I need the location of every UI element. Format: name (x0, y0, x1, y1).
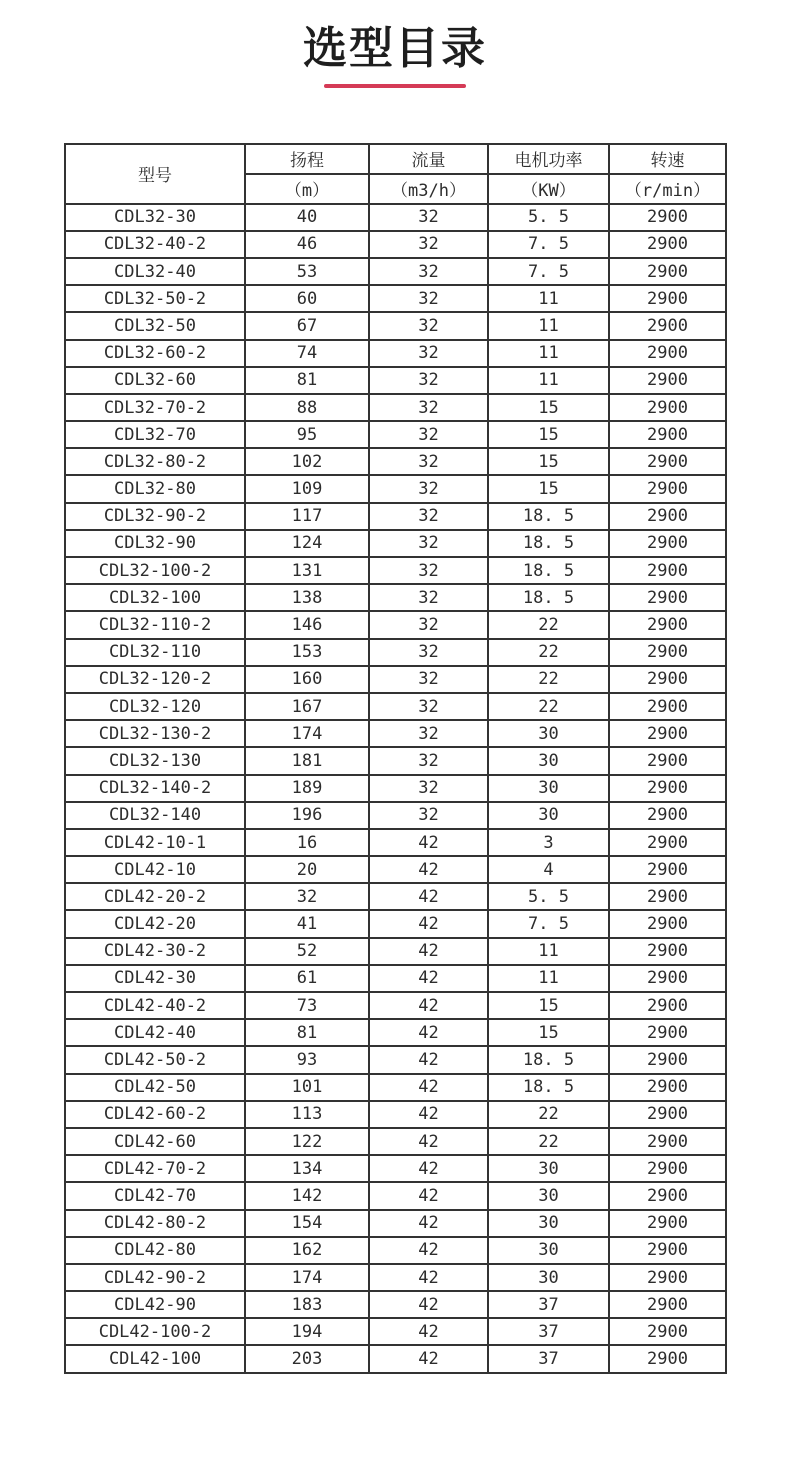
cell-flow: 42 (369, 1128, 488, 1155)
cell-flow: 42 (369, 992, 488, 1019)
cell-speed: 2900 (609, 720, 726, 747)
cell-model: CDL42-40-2 (65, 992, 245, 1019)
cell-model: CDL42-100 (65, 1345, 245, 1372)
table-row (65, 992, 726, 1019)
cell-speed: 2900 (609, 448, 726, 475)
table-row (65, 1210, 726, 1237)
table-header (65, 144, 726, 204)
cell-power: 37 (488, 1318, 609, 1345)
cell-speed: 2900 (609, 1101, 726, 1128)
cell-head: 109 (245, 475, 369, 502)
cell-power: 7. 5 (488, 231, 609, 258)
table-row (65, 340, 726, 367)
cell-speed: 2900 (609, 584, 726, 611)
cell-flow: 42 (369, 1210, 488, 1237)
cell-flow: 32 (369, 421, 488, 448)
cell-speed: 2900 (609, 639, 726, 666)
table-row (65, 829, 726, 856)
cell-flow: 32 (369, 367, 488, 394)
table-row (65, 204, 726, 231)
cell-flow: 32 (369, 258, 488, 285)
table-row (65, 1074, 726, 1101)
cell-power: 22 (488, 666, 609, 693)
cell-head: 189 (245, 775, 369, 802)
cell-speed: 2900 (609, 421, 726, 448)
cell-flow: 42 (369, 829, 488, 856)
cell-power: 4 (488, 856, 609, 883)
cell-speed: 2900 (609, 775, 726, 802)
cell-head: 101 (245, 1074, 369, 1101)
cell-flow: 32 (369, 693, 488, 720)
table-row (65, 421, 726, 448)
header-flow: 流量 (369, 144, 488, 174)
cell-model: CDL32-90 (65, 530, 245, 557)
cell-speed: 2900 (609, 530, 726, 557)
cell-speed: 2900 (609, 1318, 726, 1345)
cell-model: CDL42-60-2 (65, 1101, 245, 1128)
table-row (65, 367, 726, 394)
cell-power: 37 (488, 1291, 609, 1318)
table-row (65, 693, 726, 720)
cell-head: 181 (245, 747, 369, 774)
cell-speed: 2900 (609, 204, 726, 231)
cell-power: 30 (488, 720, 609, 747)
cell-power: 15 (488, 1019, 609, 1046)
cell-power: 11 (488, 367, 609, 394)
cell-flow: 32 (369, 639, 488, 666)
cell-flow: 32 (369, 747, 488, 774)
cell-speed: 2900 (609, 258, 726, 285)
cell-model: CDL32-60 (65, 367, 245, 394)
cell-flow: 32 (369, 557, 488, 584)
cell-flow: 32 (369, 720, 488, 747)
cell-model: CDL32-110-2 (65, 611, 245, 638)
cell-model: CDL42-30-2 (65, 938, 245, 965)
cell-power: 30 (488, 1237, 609, 1264)
cell-power: 11 (488, 285, 609, 312)
cell-head: 81 (245, 1019, 369, 1046)
cell-model: CDL42-70 (65, 1182, 245, 1209)
cell-model: CDL42-20-2 (65, 883, 245, 910)
cell-speed: 2900 (609, 965, 726, 992)
cell-head: 41 (245, 910, 369, 937)
cell-flow: 32 (369, 448, 488, 475)
cell-flow: 32 (369, 530, 488, 557)
cell-speed: 2900 (609, 1128, 726, 1155)
cell-head: 174 (245, 1264, 369, 1291)
cell-power: 30 (488, 1210, 609, 1237)
table-row (65, 883, 726, 910)
cell-model: CDL42-70-2 (65, 1155, 245, 1182)
cell-flow: 32 (369, 312, 488, 339)
cell-head: 88 (245, 394, 369, 421)
cell-head: 167 (245, 693, 369, 720)
cell-model: CDL42-10 (65, 856, 245, 883)
cell-flow: 42 (369, 1101, 488, 1128)
cell-head: 134 (245, 1155, 369, 1182)
cell-model: CDL32-80 (65, 475, 245, 502)
cell-power: 30 (488, 775, 609, 802)
header-model: 型号 (65, 144, 245, 204)
cell-flow: 32 (369, 231, 488, 258)
cell-head: 194 (245, 1318, 369, 1345)
cell-head: 113 (245, 1101, 369, 1128)
cell-speed: 2900 (609, 1019, 726, 1046)
cell-power: 22 (488, 693, 609, 720)
table-row (65, 775, 726, 802)
cell-head: 60 (245, 285, 369, 312)
cell-speed: 2900 (609, 1046, 726, 1073)
cell-head: 46 (245, 231, 369, 258)
table-row (65, 1182, 726, 1209)
cell-head: 81 (245, 367, 369, 394)
cell-power: 15 (488, 394, 609, 421)
cell-head: 102 (245, 448, 369, 475)
cell-flow: 32 (369, 285, 488, 312)
cell-speed: 2900 (609, 394, 726, 421)
cell-power: 37 (488, 1345, 609, 1372)
cell-head: 153 (245, 639, 369, 666)
table-row (65, 231, 726, 258)
cell-model: CDL42-80 (65, 1237, 245, 1264)
cell-model: CDL42-80-2 (65, 1210, 245, 1237)
cell-model: CDL32-140 (65, 802, 245, 829)
cell-model: CDL32-60-2 (65, 340, 245, 367)
table-row (65, 584, 726, 611)
cell-model: CDL32-40-2 (65, 231, 245, 258)
cell-speed: 2900 (609, 910, 726, 937)
cell-power: 15 (488, 421, 609, 448)
table-row (65, 965, 726, 992)
cell-speed: 2900 (609, 992, 726, 1019)
cell-flow: 32 (369, 204, 488, 231)
table-row (65, 1101, 726, 1128)
cell-speed: 2900 (609, 285, 726, 312)
cell-flow: 32 (369, 503, 488, 530)
cell-head: 53 (245, 258, 369, 285)
cell-model: CDL32-50 (65, 312, 245, 339)
cell-head: 95 (245, 421, 369, 448)
cell-speed: 2900 (609, 883, 726, 910)
table-row (65, 938, 726, 965)
cell-power: 30 (488, 1182, 609, 1209)
cell-head: 174 (245, 720, 369, 747)
page-title: 选型目录 (303, 24, 487, 73)
cell-power: 3 (488, 829, 609, 856)
header-head: 扬程 (245, 144, 369, 174)
cell-speed: 2900 (609, 367, 726, 394)
cell-power: 22 (488, 1101, 609, 1128)
cell-head: 20 (245, 856, 369, 883)
cell-model: CDL32-140-2 (65, 775, 245, 802)
cell-power: 15 (488, 475, 609, 502)
cell-flow: 32 (369, 394, 488, 421)
cell-power: 11 (488, 965, 609, 992)
cell-flow: 42 (369, 965, 488, 992)
cell-model: CDL42-30 (65, 965, 245, 992)
table-row (65, 910, 726, 937)
cell-flow: 32 (369, 666, 488, 693)
cell-speed: 2900 (609, 747, 726, 774)
cell-power: 5. 5 (488, 204, 609, 231)
table-row (65, 258, 726, 285)
cell-speed: 2900 (609, 1155, 726, 1182)
cell-head: 142 (245, 1182, 369, 1209)
cell-power: 30 (488, 1155, 609, 1182)
table-row (65, 1264, 726, 1291)
table-row (65, 1019, 726, 1046)
cell-model: CDL42-40 (65, 1019, 245, 1046)
cell-model: CDL32-130-2 (65, 720, 245, 747)
cell-speed: 2900 (609, 802, 726, 829)
selection-table (64, 143, 727, 1374)
cell-model: CDL32-100-2 (65, 557, 245, 584)
cell-flow: 42 (369, 938, 488, 965)
cell-model: CDL42-10-1 (65, 829, 245, 856)
cell-model: CDL32-100 (65, 584, 245, 611)
header-speed-unit: （r/min） (609, 174, 726, 204)
cell-head: 146 (245, 611, 369, 638)
table-row (65, 639, 726, 666)
cell-power: 18. 5 (488, 1074, 609, 1101)
cell-flow: 32 (369, 802, 488, 829)
table-row (65, 1237, 726, 1264)
table-row (65, 312, 726, 339)
table-row (65, 557, 726, 584)
cell-flow: 42 (369, 910, 488, 937)
cell-speed: 2900 (609, 611, 726, 638)
cell-power: 22 (488, 1128, 609, 1155)
cell-power: 5. 5 (488, 883, 609, 910)
cell-power: 18. 5 (488, 557, 609, 584)
table-row (65, 1318, 726, 1345)
cell-speed: 2900 (609, 829, 726, 856)
cell-head: 67 (245, 312, 369, 339)
cell-power: 30 (488, 802, 609, 829)
cell-speed: 2900 (609, 340, 726, 367)
table-row (65, 1345, 726, 1372)
cell-head: 122 (245, 1128, 369, 1155)
cell-model: CDL32-90-2 (65, 503, 245, 530)
cell-power: 11 (488, 312, 609, 339)
cell-flow: 42 (369, 883, 488, 910)
cell-model: CDL42-90-2 (65, 1264, 245, 1291)
table-row (65, 747, 726, 774)
table-row (65, 720, 726, 747)
cell-flow: 42 (369, 856, 488, 883)
cell-model: CDL32-40 (65, 258, 245, 285)
cell-speed: 2900 (609, 1074, 726, 1101)
cell-head: 74 (245, 340, 369, 367)
cell-model: CDL32-70-2 (65, 394, 245, 421)
cell-flow: 42 (369, 1182, 488, 1209)
header-label-row (65, 144, 726, 174)
cell-head: 40 (245, 204, 369, 231)
cell-head: 196 (245, 802, 369, 829)
cell-head: 124 (245, 530, 369, 557)
cell-speed: 2900 (609, 312, 726, 339)
cell-model: CDL32-70 (65, 421, 245, 448)
table-row (65, 285, 726, 312)
cell-head: 162 (245, 1237, 369, 1264)
cell-flow: 42 (369, 1264, 488, 1291)
cell-speed: 2900 (609, 1291, 726, 1318)
cell-speed: 2900 (609, 1264, 726, 1291)
cell-head: 154 (245, 1210, 369, 1237)
cell-head: 93 (245, 1046, 369, 1073)
cell-head: 73 (245, 992, 369, 1019)
cell-power: 15 (488, 448, 609, 475)
cell-flow: 42 (369, 1074, 488, 1101)
cell-flow: 42 (369, 1237, 488, 1264)
table-row (65, 475, 726, 502)
cell-model: CDL32-110 (65, 639, 245, 666)
cell-flow: 32 (369, 775, 488, 802)
cell-head: 52 (245, 938, 369, 965)
cell-model: CDL42-60 (65, 1128, 245, 1155)
table-row (65, 611, 726, 638)
cell-power: 11 (488, 340, 609, 367)
cell-head: 160 (245, 666, 369, 693)
table-row (65, 530, 726, 557)
table-row (65, 503, 726, 530)
cell-head: 32 (245, 883, 369, 910)
header-power: 电机功率 (488, 144, 609, 174)
cell-head: 117 (245, 503, 369, 530)
cell-head: 138 (245, 584, 369, 611)
cell-model: CDL42-100-2 (65, 1318, 245, 1345)
cell-flow: 42 (369, 1291, 488, 1318)
cell-head: 61 (245, 965, 369, 992)
cell-flow: 42 (369, 1345, 488, 1372)
cell-model: CDL32-30 (65, 204, 245, 231)
cell-power: 18. 5 (488, 1046, 609, 1073)
title-underline (324, 84, 466, 88)
cell-head: 203 (245, 1345, 369, 1372)
cell-model: CDL32-80-2 (65, 448, 245, 475)
cell-flow: 42 (369, 1155, 488, 1182)
cell-model: CDL32-130 (65, 747, 245, 774)
table-body (65, 204, 726, 1373)
cell-speed: 2900 (609, 856, 726, 883)
table-row (65, 1128, 726, 1155)
cell-flow: 42 (369, 1019, 488, 1046)
cell-model: CDL32-120 (65, 693, 245, 720)
cell-speed: 2900 (609, 1182, 726, 1209)
cell-head: 16 (245, 829, 369, 856)
table-row (65, 1046, 726, 1073)
cell-model: CDL42-50 (65, 1074, 245, 1101)
cell-model: CDL42-20 (65, 910, 245, 937)
cell-flow: 32 (369, 611, 488, 638)
header-speed: 转速 (609, 144, 726, 174)
cell-power: 18. 5 (488, 503, 609, 530)
cell-model: CDL42-50-2 (65, 1046, 245, 1073)
cell-speed: 2900 (609, 693, 726, 720)
cell-flow: 32 (369, 475, 488, 502)
cell-flow: 32 (369, 340, 488, 367)
cell-flow: 42 (369, 1046, 488, 1073)
cell-speed: 2900 (609, 666, 726, 693)
cell-model: CDL32-120-2 (65, 666, 245, 693)
cell-power: 11 (488, 938, 609, 965)
header-power-unit: （KW） (488, 174, 609, 204)
table-row (65, 1291, 726, 1318)
table-row (65, 666, 726, 693)
cell-model: CDL32-50-2 (65, 285, 245, 312)
cell-power: 7. 5 (488, 258, 609, 285)
cell-model: CDL42-90 (65, 1291, 245, 1318)
cell-speed: 2900 (609, 1210, 726, 1237)
header-flow-unit: （m3/h） (369, 174, 488, 204)
cell-power: 18. 5 (488, 530, 609, 557)
table-row (65, 1155, 726, 1182)
cell-power: 7. 5 (488, 910, 609, 937)
table-row (65, 802, 726, 829)
cell-head: 131 (245, 557, 369, 584)
cell-power: 22 (488, 611, 609, 638)
cell-speed: 2900 (609, 475, 726, 502)
cell-speed: 2900 (609, 1345, 726, 1372)
table-row (65, 394, 726, 421)
table-row (65, 448, 726, 475)
cell-power: 30 (488, 1264, 609, 1291)
cell-power: 30 (488, 747, 609, 774)
cell-speed: 2900 (609, 1237, 726, 1264)
cell-speed: 2900 (609, 231, 726, 258)
cell-power: 22 (488, 639, 609, 666)
cell-flow: 32 (369, 584, 488, 611)
cell-power: 15 (488, 992, 609, 1019)
cell-speed: 2900 (609, 557, 726, 584)
cell-speed: 2900 (609, 938, 726, 965)
table-row (65, 856, 726, 883)
cell-flow: 42 (369, 1318, 488, 1345)
cell-speed: 2900 (609, 503, 726, 530)
header-head-unit: （m） (245, 174, 369, 204)
cell-power: 18. 5 (488, 584, 609, 611)
cell-head: 183 (245, 1291, 369, 1318)
